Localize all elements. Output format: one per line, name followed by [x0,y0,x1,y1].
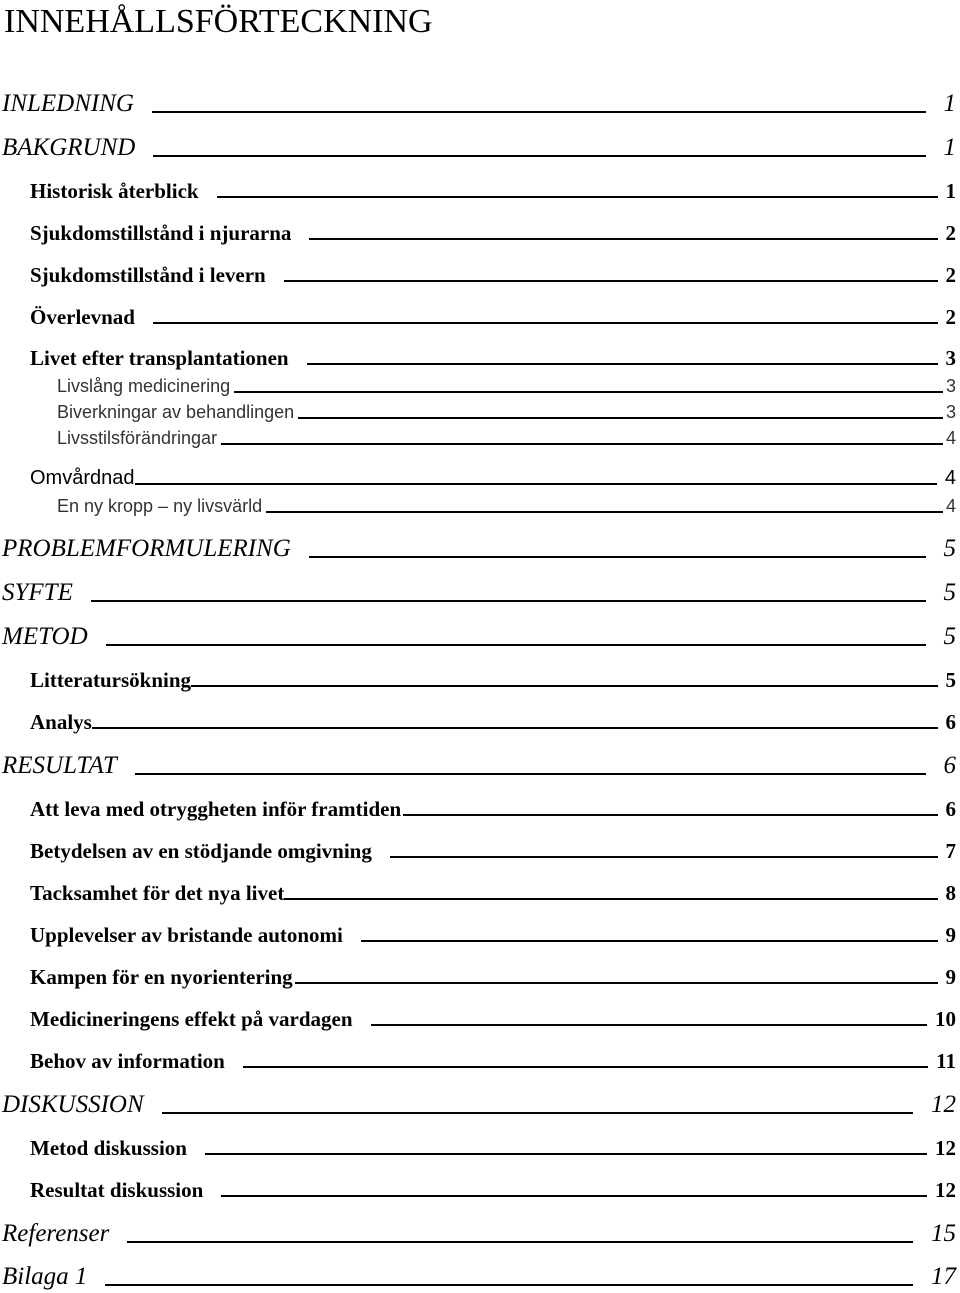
toc-page-number: 5 [943,579,956,606]
toc-entry-bakgrund[interactable] [2,133,956,163]
toc-page-number: 7 [945,839,956,863]
toc-entry-label: Överlevnad [30,305,135,329]
toc-page-number: 5 [943,623,956,650]
toc-entry-label: Sjukdomstillstånd i levern [30,263,266,287]
toc-page-number: 15 [931,1220,956,1247]
toc-entry-bilaga-1[interactable] [2,1262,956,1292]
toc-leader-line [105,1284,913,1286]
toc-leader-line [153,322,938,324]
toc-entry-label: SYFTE [2,579,73,606]
toc-entry-problemformulering[interactable] [2,534,956,564]
page-title: INNEHÅLLSFÖRTECKNING [4,3,433,40]
toc-entry-livsstilsforandringar[interactable] [57,427,956,449]
toc-entry-label: Litteratursökning [30,668,192,692]
toc-entry-syfte[interactable] [2,578,956,608]
toc-entry-label: Sjukdomstillstånd i njurarna [30,221,292,245]
toc-entry-analys[interactable] [30,709,956,735]
toc-entry-medicineringens-effekt[interactable] [30,1006,956,1032]
toc-entry-label: Att leva med otryggheten inför framtiden [30,797,402,821]
toc-page-number: 1 [943,90,956,117]
toc-leader-line [162,1112,913,1114]
toc-leader-line [127,1241,913,1243]
toc-leader-line [191,685,937,687]
toc-entry-label: Behov av information [30,1049,225,1073]
toc-leader-line [91,600,926,602]
toc-page-number: 12 [931,1091,956,1118]
toc-page-number: 8 [945,881,956,905]
toc-entry-tacksamhet[interactable] [30,880,956,906]
toc-entry-referenser[interactable] [2,1219,956,1249]
toc-leader-line [371,1024,927,1026]
toc-entry-label: Livet efter transplantationen [30,346,289,370]
toc-page-number: 5 [943,535,956,562]
toc-entry-litteratursokning[interactable] [30,667,956,693]
toc-page-number: 4 [945,496,956,516]
toc-page-number: 11 [936,1049,956,1073]
toc-entry-upplevelser[interactable] [30,922,956,948]
toc-leader-line [221,1195,927,1197]
toc-entry-label: Livslång medicinering [57,376,231,396]
toc-entry-label: Resultat diskussion [30,1178,204,1202]
toc-leader-line [205,1153,927,1155]
toc-page-number: 17 [931,1263,956,1290]
toc-entry-label: Historisk återblick [30,179,199,203]
toc-entry-historisk-aterblick[interactable] [30,178,956,204]
toc-entry-biverkningar[interactable] [57,401,956,423]
toc-page-number: 1 [943,134,956,161]
toc-entry-livet-efter[interactable] [30,345,956,371]
toc-page-number: 3 [945,402,956,422]
toc-entry-behov-av-information[interactable] [30,1048,956,1074]
toc-leader-line [243,1066,928,1068]
toc-page-number: 9 [945,923,956,947]
toc-leader-line [266,511,943,513]
toc-entry-en-ny-kropp[interactable] [57,495,956,517]
toc-page-number: 6 [943,752,956,779]
toc-entry-betydelsen[interactable] [30,838,956,864]
toc-entry-metod-diskussion[interactable] [30,1135,956,1161]
toc-leader-line [234,391,943,393]
toc-leader-line [307,363,938,365]
toc-entry-metod[interactable] [2,622,956,652]
toc-entry-label: Bilaga 1 [2,1263,88,1290]
toc-entry-label: Tacksamhet för det nya livet [30,881,285,905]
toc-leader-line [152,111,926,113]
toc-entry-label: Omvårdnad [30,467,135,489]
toc-leader-line [309,238,937,240]
toc-entry-kampen[interactable] [30,964,956,990]
toc-page-number: 10 [935,1007,956,1031]
toc-leader-line [403,814,937,816]
toc-leader-line [390,856,938,858]
toc-page-number: 5 [945,668,956,692]
toc-leader-line [217,196,938,198]
toc-entry-label: Medicineringens effekt på vardagen [30,1007,353,1031]
toc-leader-line [92,727,938,729]
toc-entry-label: Biverkningar av behandlingen [57,402,295,422]
toc-leader-line [298,417,943,419]
toc-page-number: 6 [945,797,956,821]
toc-entry-att-leva[interactable] [30,796,956,822]
toc-entry-label: METOD [2,623,88,650]
toc-leader-line [153,155,925,157]
toc-entry-label: Upplevelser av bristande autonomi [30,923,343,947]
toc-page-number: 3 [945,346,956,370]
toc-entry-label: RESULTAT [2,752,117,779]
toc-entry-levern[interactable] [30,262,956,288]
toc-page-number: 9 [945,965,956,989]
toc-entry-overlevnad[interactable] [30,304,956,330]
toc-entry-resultat-diskussion[interactable] [30,1177,956,1203]
toc-leader-line [135,773,926,775]
toc-leader-line [295,982,938,984]
toc-entry-label: BAKGRUND [2,134,136,161]
toc-page-number: 4 [944,467,956,489]
toc-entry-label: INLEDNING [2,90,134,117]
toc-page-number: 2 [945,305,956,329]
toc-entry-label: PROBLEMFORMULERING [2,535,291,562]
toc-entry-inledning[interactable] [2,89,956,119]
toc-page-number: 2 [945,221,956,245]
toc-entry-label: DISKUSSION [2,1091,144,1118]
toc-entry-omvardnad[interactable] [30,465,956,491]
toc-entry-resultat[interactable] [2,751,956,781]
toc-leader-line [221,443,943,445]
toc-page-number: 6 [945,710,956,734]
toc-entry-njurarna[interactable] [30,220,956,246]
toc-leader-line [284,280,938,282]
toc-page-number: 4 [945,428,956,448]
toc-page-number: 12 [935,1178,956,1202]
toc-entry-diskussion[interactable] [2,1090,956,1120]
toc-page-number: 1 [945,179,956,203]
toc-leader-line [361,940,938,942]
toc-leader-line [309,556,926,558]
toc-entry-label: En ny kropp – ny livsvärld [57,496,263,516]
toc-page-number: 3 [945,376,956,396]
toc-leader-line [106,644,926,646]
toc-entry-label: Analys [30,710,92,734]
toc-page-number: 12 [935,1136,956,1160]
toc-entry-label: Kampen för en nyorientering [30,965,293,989]
toc-entry-label: Referenser [2,1220,110,1247]
toc-entry-livslang-medicinering[interactable] [57,375,956,397]
toc-leader-line [284,898,937,900]
toc-page-number: 2 [945,263,956,287]
toc-entry-label: Livsstilsförändringar [57,428,218,448]
toc-entry-label: Metod diskussion [30,1136,187,1160]
toc-entry-label: Betydelsen av en stödjande omgivning [30,839,372,863]
toc-leader-line [135,483,937,485]
